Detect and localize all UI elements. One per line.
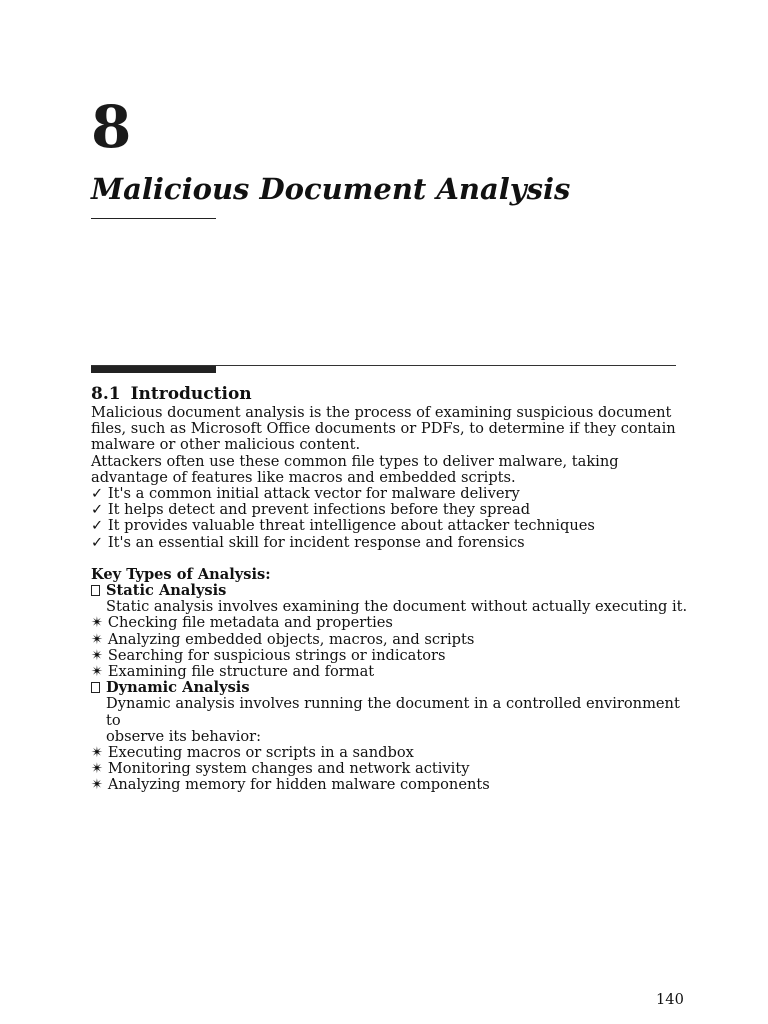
checklist-item: ✓ It's a common initial attack vector for malware delivery [91,485,520,503]
section-number: 8.1 [91,384,121,404]
title-underline [91,218,216,219]
chapter-title: Malicious Document Analysis [91,172,571,206]
dynamic-analysis-heading [91,680,691,696]
box-glyph-icon [91,682,100,693]
static-analysis-item: ✴ Searching for suspicious strings or indicators [91,646,446,664]
dynamic-analysis-item: ✴ Executing macros or scripts in a sandbox [91,744,414,762]
spacer [91,551,691,567]
static-analysis-item: ✴ Examining file structure and format [91,663,375,681]
key-types-heading: Key Types of Analysis: [91,565,271,583]
dynamic-analysis-item: ✴ Analyzing memory for hidden malware components [91,776,490,794]
section-divider-accent [91,366,216,373]
chapter-number: 8 [91,93,132,161]
box-glyph-icon [91,585,100,596]
dynamic-analysis-title: Dynamic Analysis [106,679,250,697]
static-analysis-intro: Static analysis involves examining the document without actually executing it. [106,598,688,616]
checklist-item: ✓ It helps detect and prevent infections before they spread [91,501,531,519]
static-analysis-title: Static Analysis [106,582,227,600]
static-analysis-heading [91,583,691,599]
intro-paragraph: Attackers often use these common file types to deliver malware, taking advantage of features like macros and embedded scripts. [91,452,619,486]
static-analysis-item: ✴ Analyzing embedded objects, macros, and scripts [91,630,475,648]
intro-paragraph: Malicious document analysis is the process of examining suspicious document files, such as Microsoft Office documents or PDFs, to determine if they contain malware or other malicious content. [91,404,676,454]
section-content [91,383,691,794]
page-number: 140 [656,991,684,1008]
dynamic-analysis-intro-continued: observe its behavior: [106,727,262,745]
section-title: Introduction [130,384,252,404]
checklist-item: ✓ It provides valuable threat intelligence about attacker techniques [91,517,595,535]
static-analysis-item: ✴ Checking file metadata and properties [91,614,393,632]
dynamic-analysis-item: ✴ Monitoring system changes and network activity [91,760,470,778]
dynamic-analysis-intro: Dynamic analysis involves running the document in a controlled environment to [106,695,680,729]
section-heading [91,383,691,405]
checklist-item: ✓ It's an essential skill for incident response and forensics [91,533,525,551]
